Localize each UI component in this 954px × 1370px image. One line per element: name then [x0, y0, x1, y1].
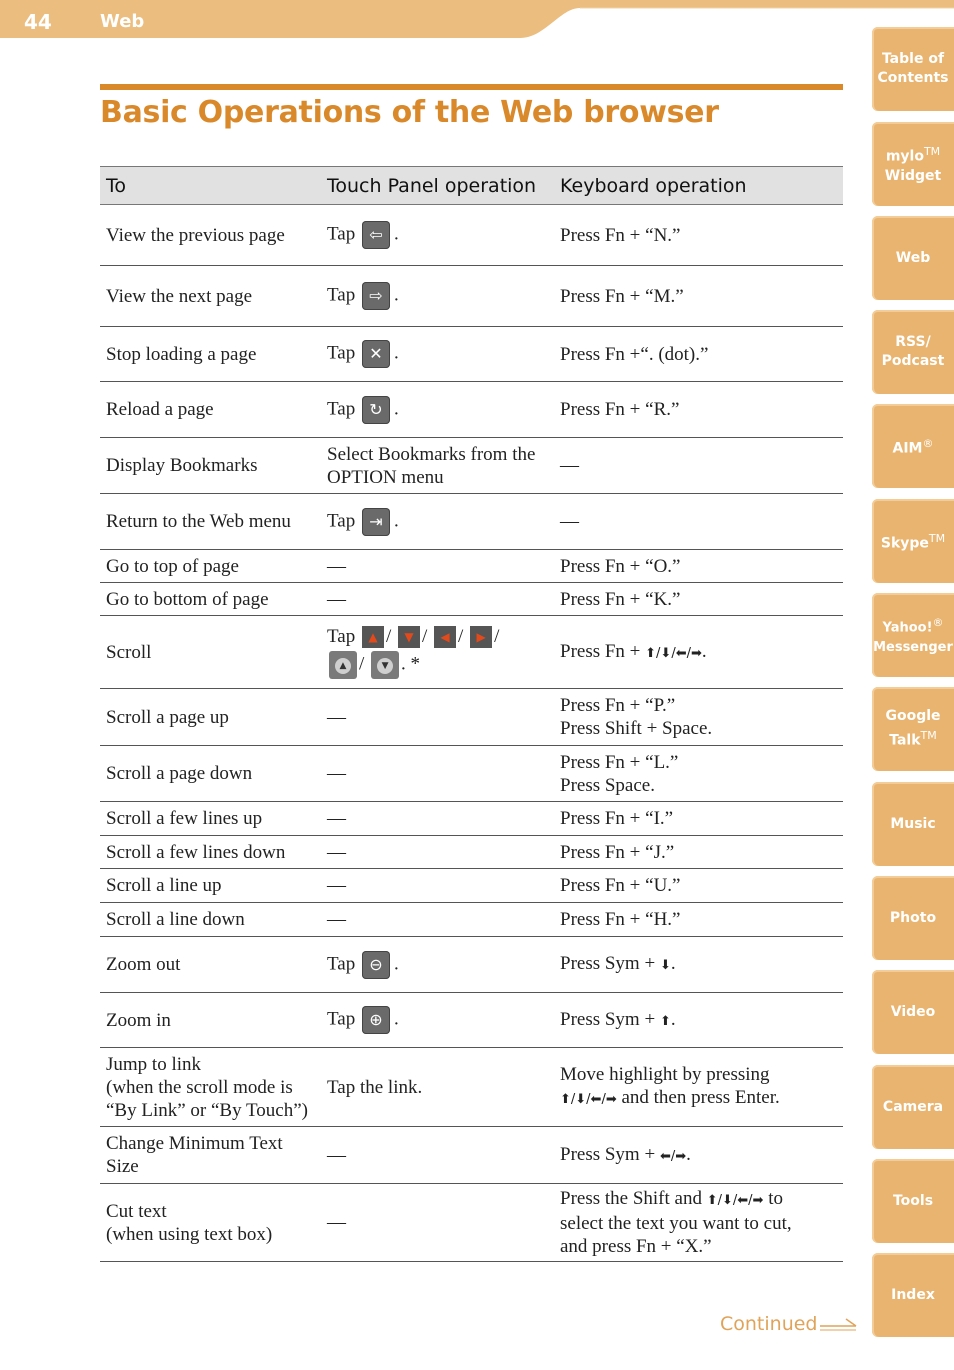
operations-table — [100, 166, 843, 1262]
tab-yahoo-messenger[interactable] — [872, 593, 954, 677]
row-touch: — — [321, 746, 554, 802]
row-touch: — — [321, 903, 554, 937]
key-line: select the text you want to cut, — [560, 1213, 792, 1234]
arrow-keys-icon: ⬆/⬇/⬅/➡ — [560, 1092, 617, 1107]
row-touch: — — [321, 689, 554, 746]
key-text: Press the Shift and — [560, 1188, 707, 1209]
up-arrow-key-icon: ⬆ — [659, 1013, 671, 1029]
row-touch: — — [321, 802, 554, 836]
row-action: Scroll a line down — [100, 903, 321, 937]
tap-label: Tap — [327, 625, 356, 647]
table-row — [100, 689, 843, 746]
row-action — [100, 1127, 321, 1184]
key-line: Press Shift + Space. — [560, 718, 713, 739]
key-line: Press Fn + “L.” — [560, 751, 679, 773]
key-text: Press Fn + — [560, 640, 646, 662]
tab-label: Widget — [884, 167, 942, 184]
table-row — [100, 903, 843, 937]
row-action: Scroll a few lines up — [100, 802, 321, 836]
column-header-to: To — [100, 167, 321, 205]
left-right-arrow-keys-icon: ⬅/➡ — [659, 1148, 687, 1164]
row-keyboard — [554, 1184, 843, 1262]
tab-label: Music — [890, 815, 936, 832]
tab-label: Web — [895, 249, 931, 266]
tab-tools[interactable] — [872, 1159, 954, 1243]
row-touch: — — [321, 550, 554, 583]
tab-label: Index — [891, 1286, 935, 1303]
table-row — [100, 327, 843, 382]
tab-aim[interactable] — [872, 404, 954, 488]
key-line: Move highlight by pressing — [560, 1064, 770, 1085]
key-text-end: . — [670, 1008, 676, 1030]
tab-index[interactable] — [872, 1253, 954, 1337]
row-keyboard — [554, 689, 843, 746]
row-action: Scroll a page up — [100, 689, 321, 746]
key-text: Press Sym + — [560, 953, 660, 974]
continued-label: Continued — [720, 1313, 818, 1335]
row-keyboard: Press Fn + “J.” — [554, 836, 843, 869]
row-action: Stop loading a page — [100, 327, 321, 382]
row-keyboard: Press Fn + “O.” — [554, 550, 843, 583]
row-touch: Select Bookmarks from the OPTION menu — [321, 438, 554, 494]
row-touch: Tap ↻ . — [321, 382, 554, 438]
row-action: Scroll a few lines down — [100, 836, 321, 869]
tab-label: RSS/ — [895, 334, 931, 350]
row-keyboard: Press Fn +“. (dot).” — [554, 327, 843, 382]
row-touch: Tap ⇥ . — [321, 494, 554, 550]
tab-label: Skype — [880, 535, 929, 552]
row-action: Display Bookmarks — [100, 438, 321, 494]
table-row — [100, 438, 843, 494]
registered-mark: ® — [932, 616, 944, 630]
tab-label: Tools — [892, 1192, 934, 1209]
tap-label: Tap — [327, 509, 356, 531]
key-line: Press Space. — [560, 774, 655, 796]
page-title: Basic Operations of the Web browser — [100, 95, 719, 130]
tab-label: Table of — [881, 51, 945, 67]
down-arrow-key-icon: ⬇ — [659, 958, 671, 973]
column-header-keyboard: Keyboard operation — [554, 167, 843, 205]
table-row — [100, 993, 843, 1048]
zoom-in-icon: ⊕ — [362, 1006, 390, 1034]
action-line: Jump to link — [106, 1053, 202, 1075]
tab-web[interactable] — [872, 216, 954, 300]
row-action: Return to the Web menu — [100, 494, 321, 550]
row-keyboard: Press Fn + “N.” — [554, 205, 843, 266]
tab-label: AIM — [892, 440, 923, 457]
row-action: Zoom in — [100, 993, 321, 1048]
row-action: Scroll — [100, 616, 321, 689]
tab-camera[interactable] — [872, 1065, 954, 1149]
section-title: Web — [100, 11, 145, 32]
tap-label: Tap — [327, 342, 356, 364]
key-text-end: . — [670, 953, 676, 974]
action-line: Cut text — [106, 1200, 167, 1222]
key-text: Press Sym + — [560, 1143, 660, 1165]
tab-label: Yahoo! — [882, 620, 933, 636]
row-touch: — — [321, 869, 554, 903]
page-up-button-icon: ▲ — [329, 651, 357, 679]
scroll-up-arrow-icon: ▲ — [362, 626, 384, 648]
arrow-keys-icon: ⬆/⬇/⬅/➡ — [645, 645, 702, 661]
action-line: Change Minimum Text — [106, 1133, 283, 1154]
tap-label: Tap — [327, 223, 356, 245]
trademark-mark: TM — [928, 531, 946, 545]
row-touch: Tap ✕ . — [321, 327, 554, 382]
row-keyboard — [554, 616, 843, 689]
table-row — [100, 802, 843, 836]
tab-video[interactable] — [872, 970, 954, 1054]
scroll-note: . * — [401, 653, 421, 675]
tab-label: Contents — [877, 70, 949, 86]
row-keyboard: — — [554, 494, 843, 550]
row-touch: Tap the link. — [321, 1048, 554, 1127]
row-action — [100, 1184, 321, 1262]
table-row — [100, 836, 843, 869]
row-action: Go to bottom of page — [100, 583, 321, 616]
title-rule — [100, 84, 843, 90]
reload-icon: ↻ — [362, 396, 390, 424]
page-down-button-icon: ▼ — [371, 651, 399, 679]
table-row — [100, 266, 843, 327]
row-touch: Tap ⊖ . — [321, 937, 554, 993]
tab-label: Camera — [882, 1098, 944, 1115]
row-keyboard — [554, 746, 843, 802]
tab-label: Photo — [889, 909, 937, 926]
row-touch: — — [321, 1184, 554, 1262]
zoom-out-icon: ⊖ — [362, 951, 390, 979]
table-row — [100, 1048, 843, 1127]
registered-mark: ® — [922, 436, 934, 450]
row-action: View the next page — [100, 266, 321, 327]
table-row — [100, 550, 843, 583]
row-touch: Tap ⇦ . — [321, 205, 554, 266]
key-text-end: . — [686, 1143, 691, 1165]
stop-icon: ✕ — [362, 340, 390, 368]
row-keyboard — [554, 937, 843, 993]
key-text: Press Sym + — [560, 1008, 660, 1030]
table-row — [100, 205, 843, 266]
row-action — [100, 1048, 321, 1127]
table-row — [100, 1184, 843, 1262]
tab-skype[interactable] — [872, 499, 954, 583]
table-row — [100, 869, 843, 903]
key-line: Press Fn + “P.” — [560, 695, 676, 716]
action-line: “By Link” or “By Touch”) — [106, 1099, 308, 1121]
table-row — [100, 494, 843, 550]
tab-label: Talk — [889, 732, 921, 749]
row-touch: Tap ▲ / ▼ / ◀ / ▶ / ▲ / ▼ . * — [321, 616, 554, 689]
trademark-mark: TM — [920, 729, 937, 743]
forward-icon: ⇨ — [362, 282, 390, 310]
tab-table-of-contents[interactable] — [872, 27, 954, 111]
continued-arrow-icon — [818, 1314, 860, 1334]
table-row — [100, 1127, 843, 1184]
tap-label: Tap — [327, 1008, 356, 1030]
action-line: (when using text box) — [106, 1223, 273, 1245]
table-row — [100, 583, 843, 616]
table-row — [100, 616, 843, 689]
tab-rss-podcast[interactable] — [872, 310, 954, 394]
scroll-down-arrow-icon: ▼ — [398, 626, 420, 648]
row-action: Zoom out — [100, 937, 321, 993]
tab-label: Messenger — [873, 639, 953, 655]
return-icon: ⇥ — [362, 508, 390, 536]
table-row — [100, 746, 843, 802]
tab-music[interactable] — [872, 782, 954, 866]
back-icon: ⇦ — [362, 221, 390, 249]
tab-photo[interactable] — [872, 876, 954, 960]
row-keyboard — [554, 1127, 843, 1184]
scroll-left-arrow-icon: ◀ — [434, 626, 456, 648]
tab-google-talk[interactable] — [872, 687, 954, 771]
scroll-right-arrow-icon: ▶ — [470, 626, 492, 648]
key-line: and press Fn + “X.” — [560, 1236, 712, 1257]
row-touch: — — [321, 583, 554, 616]
action-line: Size — [106, 1156, 139, 1177]
tap-label: Tap — [327, 397, 356, 419]
key-text-end: and then press Enter. — [616, 1087, 780, 1108]
row-keyboard: Press Fn + “I.” — [554, 802, 843, 836]
table-header-row — [100, 167, 843, 205]
row-keyboard: Press Fn + “K.” — [554, 583, 843, 616]
row-keyboard: Press Fn + “H.” — [554, 903, 843, 937]
column-header-touch: Touch Panel operation — [321, 167, 554, 205]
tab-label: Google — [885, 708, 941, 725]
row-keyboard — [554, 1048, 843, 1127]
row-keyboard — [554, 993, 843, 1048]
arrow-keys-icon: ⬆/⬇/⬅/➡ — [706, 1193, 764, 1208]
row-touch: — — [321, 1127, 554, 1184]
tab-mylo-widget[interactable] — [872, 122, 954, 206]
row-action: Go to top of page — [100, 550, 321, 583]
row-touch: — — [321, 836, 554, 869]
row-touch: Tap ⊕ . — [321, 993, 554, 1048]
key-text-end: to — [763, 1188, 783, 1209]
row-keyboard: Press Fn + “R.” — [554, 382, 843, 438]
tab-label: Podcast — [881, 353, 945, 369]
table-row — [100, 937, 843, 993]
row-keyboard: Press Fn + “U.” — [554, 869, 843, 903]
tab-label: Video — [890, 1003, 936, 1020]
row-action: Scroll a page down — [100, 746, 321, 802]
table-row — [100, 382, 843, 438]
row-keyboard: Press Fn + “M.” — [554, 266, 843, 327]
action-line: (when the scroll mode is — [106, 1076, 293, 1098]
tap-label: Tap — [327, 284, 356, 306]
key-text-end: . — [701, 640, 707, 662]
row-keyboard: — — [554, 438, 843, 494]
tap-label: Tap — [327, 952, 356, 974]
page-number: 44 — [24, 10, 52, 34]
tab-label: mylo — [885, 148, 924, 165]
row-action: View the previous page — [100, 205, 321, 266]
row-touch: Tap ⇨ . — [321, 266, 554, 327]
trademark-mark: TM — [923, 145, 941, 159]
row-action: Scroll a line up — [100, 869, 321, 903]
row-action: Reload a page — [100, 382, 321, 438]
